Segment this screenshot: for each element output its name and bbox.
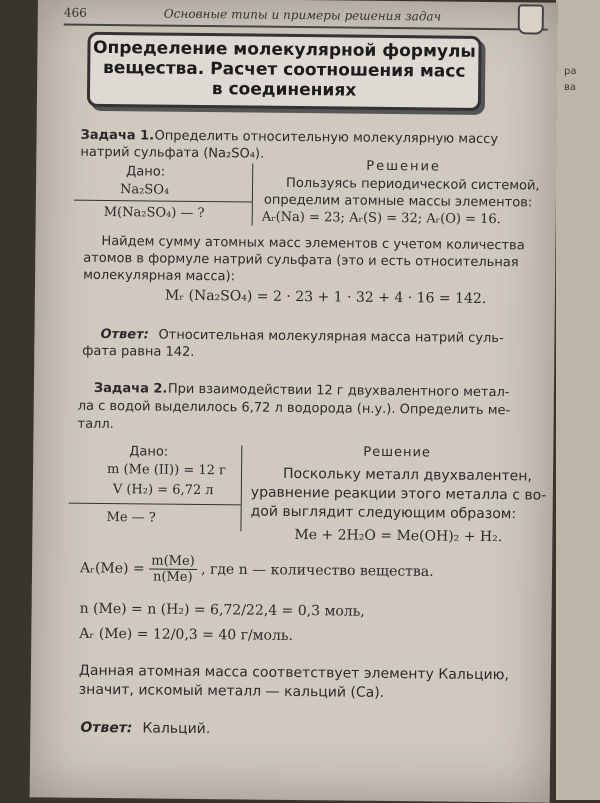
- given-label: Дано:: [126, 164, 166, 180]
- book-page: [30, 0, 558, 803]
- atomic-masses: Aᵣ(Na) = 23; Aᵣ(S) = 32; Aᵣ(O) = 16.: [261, 209, 501, 228]
- given-label: Дано:: [129, 444, 169, 460]
- formula-rhs: , где n — количество вещества.: [201, 561, 434, 580]
- task1-label: Задача 1.: [80, 127, 155, 144]
- section-title-line: вещества. Расчет соотношения масс: [102, 57, 466, 82]
- solution-label: Решение: [366, 158, 442, 175]
- calculation-line: n (Me) = n (H₂) = 6,72/22,4 = 0,3 моль,: [79, 600, 365, 620]
- solution-text: определим атомные массы элементов:: [263, 192, 533, 211]
- given-value: Na₂SO₄: [119, 182, 170, 198]
- task1-text: Определить относительную молекулярную массу: [154, 128, 499, 148]
- answer-label: Ответ:: [80, 719, 133, 737]
- section-title-line: Определение молекулярной формулы: [93, 37, 476, 62]
- solution-label: Решение: [363, 444, 432, 461]
- formula-lhs: Aᵣ(Me) =: [79, 560, 145, 577]
- task2-text: При взаимодействии 12 г двухвалентного метал-: [167, 381, 510, 401]
- task1-text: натрий сульфата (Na₂SO₄).: [80, 144, 265, 162]
- adjacent-page-fragment: ра: [564, 66, 577, 77]
- fraction: [149, 553, 197, 584]
- given-divider: [69, 503, 241, 506]
- solution-text: Поскольку металл двухвалентен,: [282, 465, 532, 485]
- running-title: Основные типы и примеры решения задач: [163, 6, 442, 24]
- adjacent-page-fragment: ва: [564, 82, 577, 93]
- calculation-line: Aᵣ (Me) = 12/0,3 = 40 г/моль.: [79, 625, 294, 644]
- given-divider: [74, 200, 252, 203]
- find-value: M(Na₂SO₄) — ?: [103, 204, 205, 222]
- answer-text: Относительная молекулярная масса натрий суль-: [158, 327, 504, 347]
- atomic-mass-formula: [80, 553, 434, 588]
- paragraph-text: атомов в формуле натрий сульфата (это и есть относительная: [83, 250, 519, 271]
- fraction-denominator: n(Me): [152, 569, 193, 585]
- paragraph-text: Данная атомная масса соответствует элементу Кальцию,: [78, 662, 509, 684]
- given-separator: [240, 445, 242, 531]
- answer-text: фата равна 142.: [82, 343, 195, 360]
- adjacent-page: [556, 0, 600, 800]
- section-title-line: в соединениях: [211, 79, 357, 101]
- task2-text: ла с водой выделилось 6,72 л водорода (н.у.). Определить ме-: [77, 398, 511, 419]
- answer-label: Ответ:: [100, 326, 149, 343]
- running-header: [64, 4, 548, 31]
- paragraph-text: молекулярная масса):: [83, 267, 236, 285]
- solution-text: дой выглядит следующим образом:: [250, 503, 517, 523]
- task2-label: Задача 2.: [93, 380, 168, 397]
- section-title-banner: [87, 32, 482, 111]
- given-separator: [252, 164, 254, 226]
- solution-text: Пользуясь периодической системой,: [286, 175, 540, 194]
- given-value: V (H₂) = 6,72 л: [112, 482, 214, 499]
- paragraph-text: значит, искомый металл — кальций (Ca).: [78, 681, 385, 701]
- given-value: m (Me (II)) = 12 г: [106, 462, 226, 479]
- reaction-equation: Me + 2H₂O = Me(OH)₂ + H₂.: [294, 526, 503, 546]
- solution-text: уравнение реакции этого металла с во-: [250, 484, 547, 504]
- paragraph-text: Найдем сумму атомных масс элементов с учетом количества: [101, 233, 525, 254]
- page-number: 466: [63, 5, 87, 20]
- flask-icon: [518, 4, 544, 34]
- answer-text: Кальций.: [142, 720, 211, 738]
- fraction-numerator: m(Me): [149, 553, 197, 569]
- molar-mass-formula: Mᵣ (Na₂SO₄) = 2 · 23 + 1 · 32 + 4 · 16 = 142.: [164, 287, 487, 307]
- task2-text: талл.: [77, 416, 114, 433]
- find-value: Me — ?: [106, 510, 156, 526]
